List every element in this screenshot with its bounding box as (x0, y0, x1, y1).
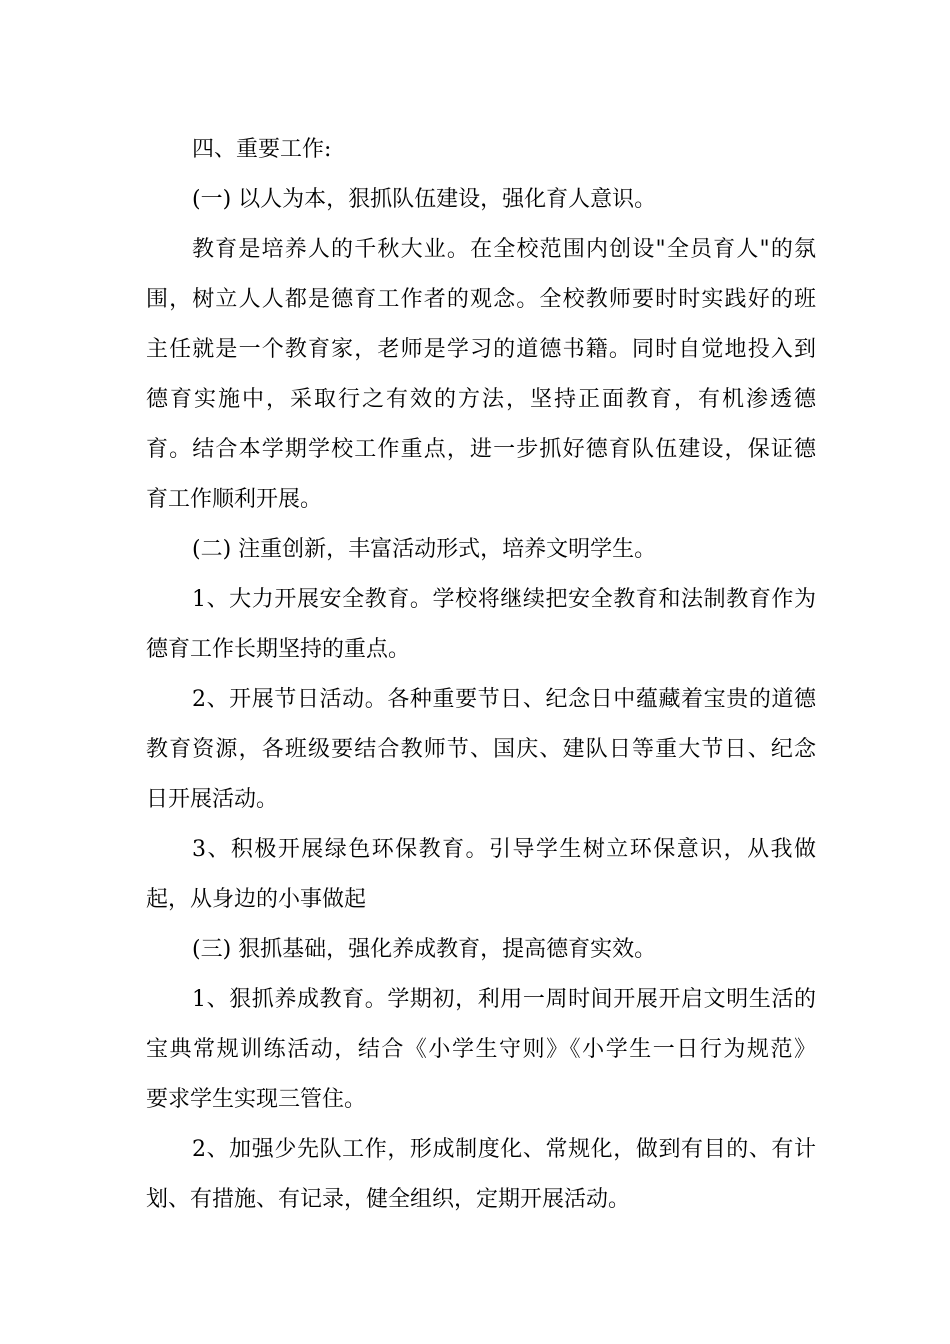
list-item-line: 要求学生实现三管住。 (146, 1087, 367, 1112)
list-item-line: 日开展活动。 (146, 787, 279, 812)
list-item-line: 划、有措施、有记录，健全组织，定期开展活动。 (146, 1187, 631, 1212)
list-item-line: 3、积极开展绿色环保教育。引导学生树立环保意识，从我做 (192, 837, 816, 862)
subsection-heading-1: (一) 以人为本，狠抓队伍建设，强化育人意识。 (192, 187, 657, 212)
paragraph-line: 育。结合本学期学校工作重点，进一步抓好德育队伍建设，保证德 (146, 437, 816, 462)
list-item-line: 教育资源，各班级要结合教师节、国庆、建队日等重大节日、纪念 (146, 737, 816, 762)
list-item-line: 宝典常规训练活动，结合《小学生守则》《小学生一日行为规范》 (146, 1037, 816, 1062)
paragraph-line: 德育实施中，采取行之有效的方法，坚持正面教育，有机渗透德 (146, 387, 816, 412)
paragraph-line: 围，树立人人都是德育工作者的观念。全校教师要时时实践好的班 (146, 287, 816, 312)
list-item-line: 起，从身边的小事做起 (146, 887, 367, 912)
list-item-line: 1、狠抓养成教育。学期初，利用一周时间开展开启文明生活的 (192, 987, 816, 1012)
section-heading: 四、重要工作: (192, 137, 332, 162)
paragraph-line: 育工作顺利开展。 (146, 487, 323, 512)
list-item-line: 1、大力开展安全教育。学校将继续把安全教育和法制教育作为 (192, 587, 816, 612)
paragraph-line: 教育是培养人的千秋大业。在全校范围内创设"全员育人"的氛 (192, 237, 816, 262)
subsection-heading-3: (三) 狠抓基础，强化养成教育，提高德育实效。 (192, 937, 657, 962)
subsection-heading-2: (二) 注重创新，丰富活动形式，培养文明学生。 (192, 537, 657, 562)
paragraph-line: 主任就是一个教育家，老师是学习的道德书籍。同时自觉地投入到 (146, 337, 816, 362)
list-item-line: 德育工作长期坚持的重点。 (146, 637, 411, 662)
list-item-line: 2、加强少先队工作，形成制度化、常规化，做到有目的、有计 (192, 1137, 816, 1162)
list-item-line: 2、开展节日活动。各种重要节日、纪念日中蕴藏着宝贵的道德 (192, 687, 816, 712)
